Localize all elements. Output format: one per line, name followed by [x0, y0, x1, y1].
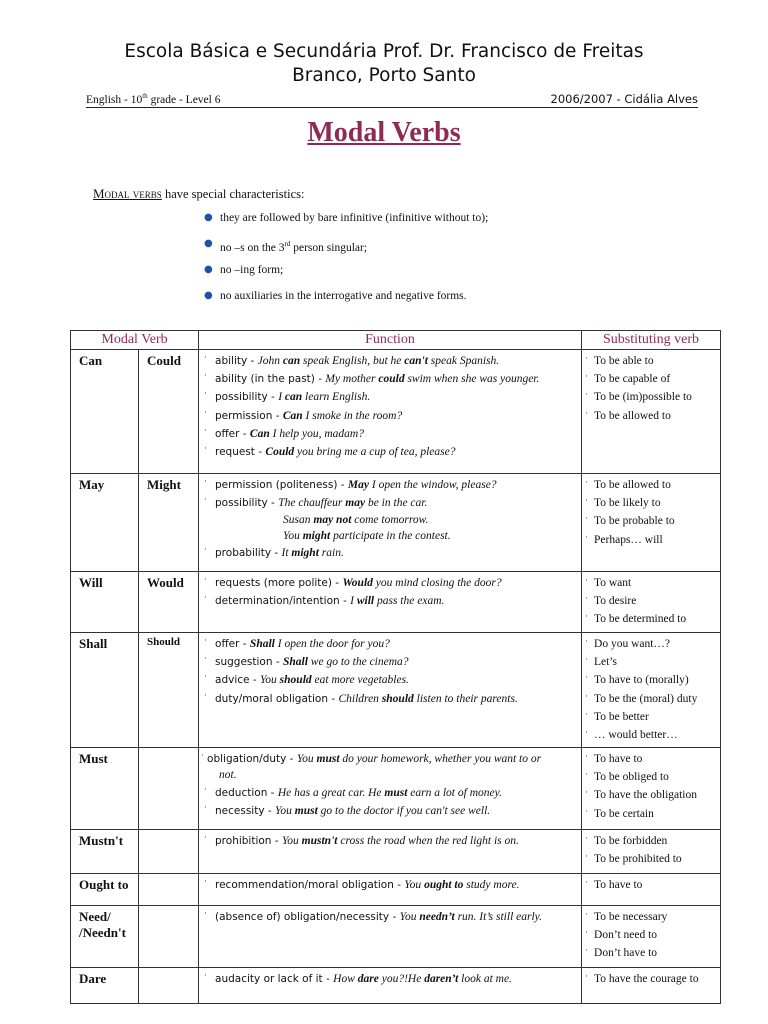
header-function: Function	[199, 331, 582, 350]
modal-verb-cell: Must	[71, 748, 139, 830]
intro-text: have special characteristics:	[161, 187, 305, 201]
modal-verb-alt-cell: Should	[139, 633, 199, 748]
list-item: ● no –s on the 3rd person singular;	[204, 238, 368, 254]
list-item: ● no auxiliaries in the interrogative and negative forms.	[204, 290, 467, 302]
modal-verb-cell: Can	[71, 350, 139, 474]
modal-verb-alt-cell: Would	[139, 572, 199, 633]
substitute-cell: · To want · To desire · To be determined to	[582, 572, 721, 633]
modal-verb-cell: Need/ /Needn't	[71, 906, 139, 968]
table-row	[71, 633, 721, 748]
header-substituting-verb: Substituting verb	[582, 331, 721, 350]
modal-verb-alt-cell: Could	[139, 350, 199, 474]
modal-verb-cell: Mustn't	[71, 830, 139, 874]
table-row	[71, 874, 721, 906]
table-row	[71, 350, 721, 474]
substitute-cell: · To be able to · To be capable of · To be (im)possible to · To be allowed to	[582, 350, 721, 474]
table-row	[71, 968, 721, 1004]
table-row	[71, 906, 721, 968]
school-name-line-2: Branco, Porto Santo	[292, 65, 476, 86]
bullet-icon: ●	[204, 238, 213, 249]
empty-cell	[139, 968, 199, 1004]
empty-cell	[139, 906, 199, 968]
function-cell: · requests (more polite) - Would you mind closing the door? · determination/intention - I will pass the exam.	[199, 572, 582, 633]
substitute-cell: · To have to	[582, 874, 721, 906]
substitute-cell: · To have the courage to	[582, 968, 721, 1004]
modal-verb-cell: Dare	[71, 968, 139, 1004]
table-row	[71, 748, 721, 830]
function-cell: · permission (politeness) - May I open the window, please? · possibility - The chauffeur may be in the car. Susan may not come tomorrow. You might participate in the contest. · probability - It might rain.	[199, 474, 582, 572]
bullet-icon: ●	[204, 264, 213, 275]
year-teacher: 2006/2007 - Cidália Alves	[550, 92, 698, 106]
substitute-cell: · To be allowed to · To be likely to · To be probable to · Perhaps… will	[582, 474, 721, 572]
school-name-line-1: Escola Básica e Secundária Prof. Dr. Francisco de Freitas	[124, 41, 644, 62]
bullet-icon: ●	[204, 212, 213, 223]
modal-verbs-table	[70, 330, 721, 1004]
characteristics-list	[204, 211, 488, 315]
substitute-cell: · To have to · To be obliged to · To have the obligation · To be certain	[582, 748, 721, 830]
header-modal-verb: Modal Verb	[71, 331, 199, 350]
table-row	[71, 830, 721, 874]
function-cell: · audacity or lack of it - How dare you?!He daren’t look at me.	[199, 968, 582, 1004]
function-cell: · obligation/duty - You must do your homework, whether you want to or not. · deduction - He has a great car. He must earn a lot of money. · necessity - You must go to the doctor if you can't see well.	[199, 748, 582, 830]
modal-verb-cell: May	[71, 474, 139, 572]
modal-verb-alt-cell: Might	[139, 474, 199, 572]
list-item: ● they are followed by bare infinitive (infinitive without to);	[204, 212, 489, 224]
function-cell: · ability - John can speak English, but he can't speak Spanish. · ability (in the past) - My mother could swim when she was younger. · possibility - I can learn English. · permission - Can I smoke in the room? · offer - Can I help you, madam? · request - Could you bring me a cup of tea, please?	[199, 350, 582, 474]
empty-cell	[139, 874, 199, 906]
empty-cell	[139, 830, 199, 874]
modal-verb-cell: Will	[71, 572, 139, 633]
table-row	[71, 572, 721, 633]
substitute-cell: · Do you want…? · Let’s · To have to (morally) · To be the (moral) duty · To be better · … would better…	[582, 633, 721, 748]
page-title: Modal Verbs	[307, 117, 461, 148]
substitute-cell: · To be necessary · Don’t need to · Don’t have to	[582, 906, 721, 968]
function-cell: · prohibition - You mustn't cross the road when the red light is on.	[199, 830, 582, 874]
function-cell: · offer - Shall I open the door for you? · suggestion - Shall we go to the cinema? · advice - You should eat more vegetables. · duty/moral obligation - Children should listen to their parents.	[199, 633, 582, 748]
intro-sentence	[93, 186, 304, 202]
table-header-row	[71, 331, 721, 350]
substitute-cell: · To be forbidden · To be prohibited to	[582, 830, 721, 874]
empty-cell	[139, 748, 199, 830]
school-header	[0, 40, 768, 88]
function-cell: · recommendation/moral obligation - You ought to study more.	[199, 874, 582, 906]
bullet-icon: ●	[204, 290, 213, 301]
list-item: ● no –ing form;	[204, 264, 284, 276]
modal-verb-cell: Shall	[71, 633, 139, 748]
table-row	[71, 474, 721, 572]
intro-term: Modal verbs	[93, 186, 162, 201]
course-info: English - 10th grade - Level 6	[86, 92, 221, 106]
function-cell: · (absence of) obligation/necessity - You needn’t run. It’s still early.	[199, 906, 582, 968]
header-divider	[86, 107, 698, 108]
modal-verb-cell: Ought to	[71, 874, 139, 906]
